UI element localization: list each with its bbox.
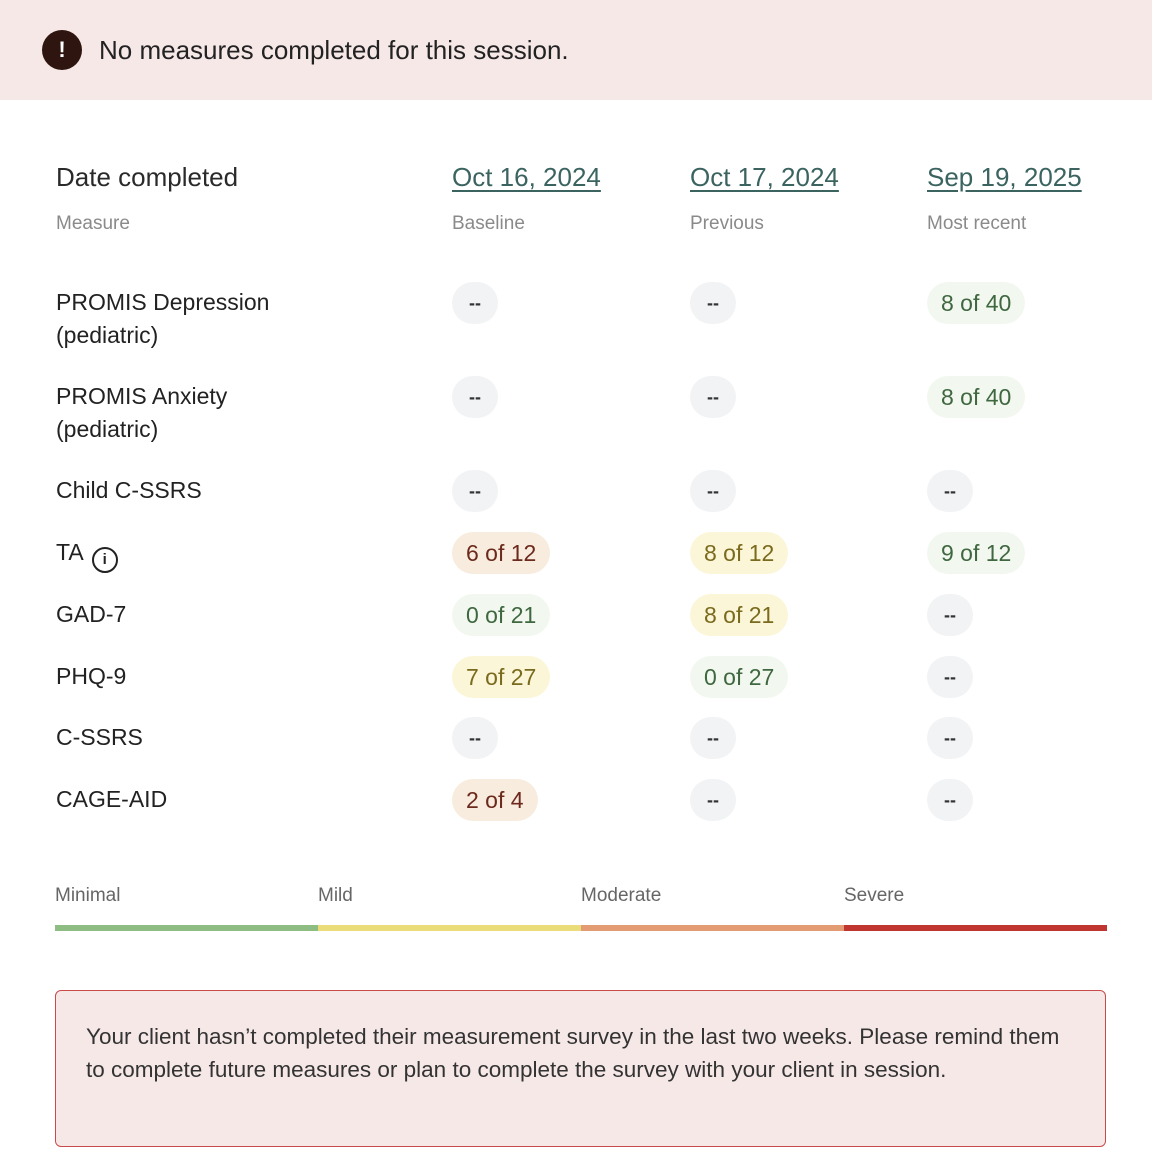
banner-text: No measures completed for this session. <box>99 34 569 65</box>
score-badge-mild: 8 of 12 <box>690 532 788 574</box>
measure-name <box>56 721 316 754</box>
measure-name-text: C-SSRS <box>56 724 143 750</box>
measure-name <box>56 286 316 352</box>
legend-label: Minimal <box>55 885 121 906</box>
measure-name-text: PHQ-9 <box>56 663 127 689</box>
column-label: Previous <box>690 213 764 234</box>
score-badge-minimal: 8 of 40 <box>927 282 1025 324</box>
score-badge-none: -- <box>690 376 736 418</box>
measure-name-text: Child C-SSRS <box>56 477 202 503</box>
measure-name-text: PROMIS Anxiety (pediatric) <box>56 383 228 442</box>
legend-bar-segment <box>844 925 1107 931</box>
score-badge-none: -- <box>452 282 498 324</box>
score-badge-mild: 7 of 27 <box>452 656 550 698</box>
measure-name-text: GAD-7 <box>56 601 127 627</box>
score-badge-none: -- <box>452 470 498 512</box>
measure-name <box>56 598 316 631</box>
legend-bar-segment <box>318 925 581 931</box>
measure-subheading: Measure <box>56 213 130 234</box>
survey-reminder-alert <box>55 990 1106 1147</box>
score-badge-moderate: 6 of 12 <box>452 532 550 574</box>
score-badge-none: -- <box>452 376 498 418</box>
column-label: Most recent <box>927 213 1027 234</box>
score-badge-none: -- <box>690 717 736 759</box>
score-badge-none: -- <box>690 779 736 821</box>
score-badge-none: -- <box>927 779 973 821</box>
score-badge-none: -- <box>927 717 973 759</box>
legend-label: Severe <box>844 885 905 906</box>
measure-name <box>56 474 316 507</box>
column-date-link[interactable]: Oct 16, 2024 <box>452 162 601 192</box>
column-date-link[interactable]: Oct 17, 2024 <box>690 162 839 192</box>
score-badge-minimal: 0 of 27 <box>690 656 788 698</box>
measure-name <box>56 783 316 816</box>
score-badge-none: -- <box>927 470 973 512</box>
alert-text: Your client hasn’t completed their measurement survey in the last two weeks. Please remind them to complete future measures or plan to complete the survey with your client in session. <box>86 1024 1060 1082</box>
no-measures-banner <box>0 0 1152 100</box>
score-badge-minimal: 0 of 21 <box>452 594 550 636</box>
column-date-link[interactable]: Sep 19, 2025 <box>927 162 1082 192</box>
legend-bar-segment <box>581 925 844 931</box>
measure-name <box>56 660 316 693</box>
legend-bar-segment <box>55 925 318 931</box>
measure-name-text: PROMIS Depression (pediatric) <box>56 289 270 348</box>
measure-name <box>56 536 316 573</box>
legend-label: Moderate <box>581 885 662 906</box>
score-badge-none: -- <box>452 717 498 759</box>
info-icon[interactable]: i <box>92 547 118 573</box>
score-badge-minimal: 9 of 12 <box>927 532 1025 574</box>
measure-name <box>56 380 316 446</box>
score-badge-moderate: 2 of 4 <box>452 779 538 821</box>
score-badge-none: -- <box>927 656 973 698</box>
score-badge-minimal: 8 of 40 <box>927 376 1025 418</box>
score-badge-none: -- <box>927 594 973 636</box>
date-completed-heading: Date completed <box>56 162 239 192</box>
exclamation-icon: ! <box>42 30 82 70</box>
score-badge-none: -- <box>690 282 736 324</box>
score-badge-mild: 8 of 21 <box>690 594 788 636</box>
measure-name-text: CAGE-AID <box>56 786 168 812</box>
legend-label: Mild <box>318 885 353 906</box>
score-badge-none: -- <box>690 470 736 512</box>
column-label: Baseline <box>452 213 525 234</box>
measure-name-text: TA <box>56 539 84 565</box>
